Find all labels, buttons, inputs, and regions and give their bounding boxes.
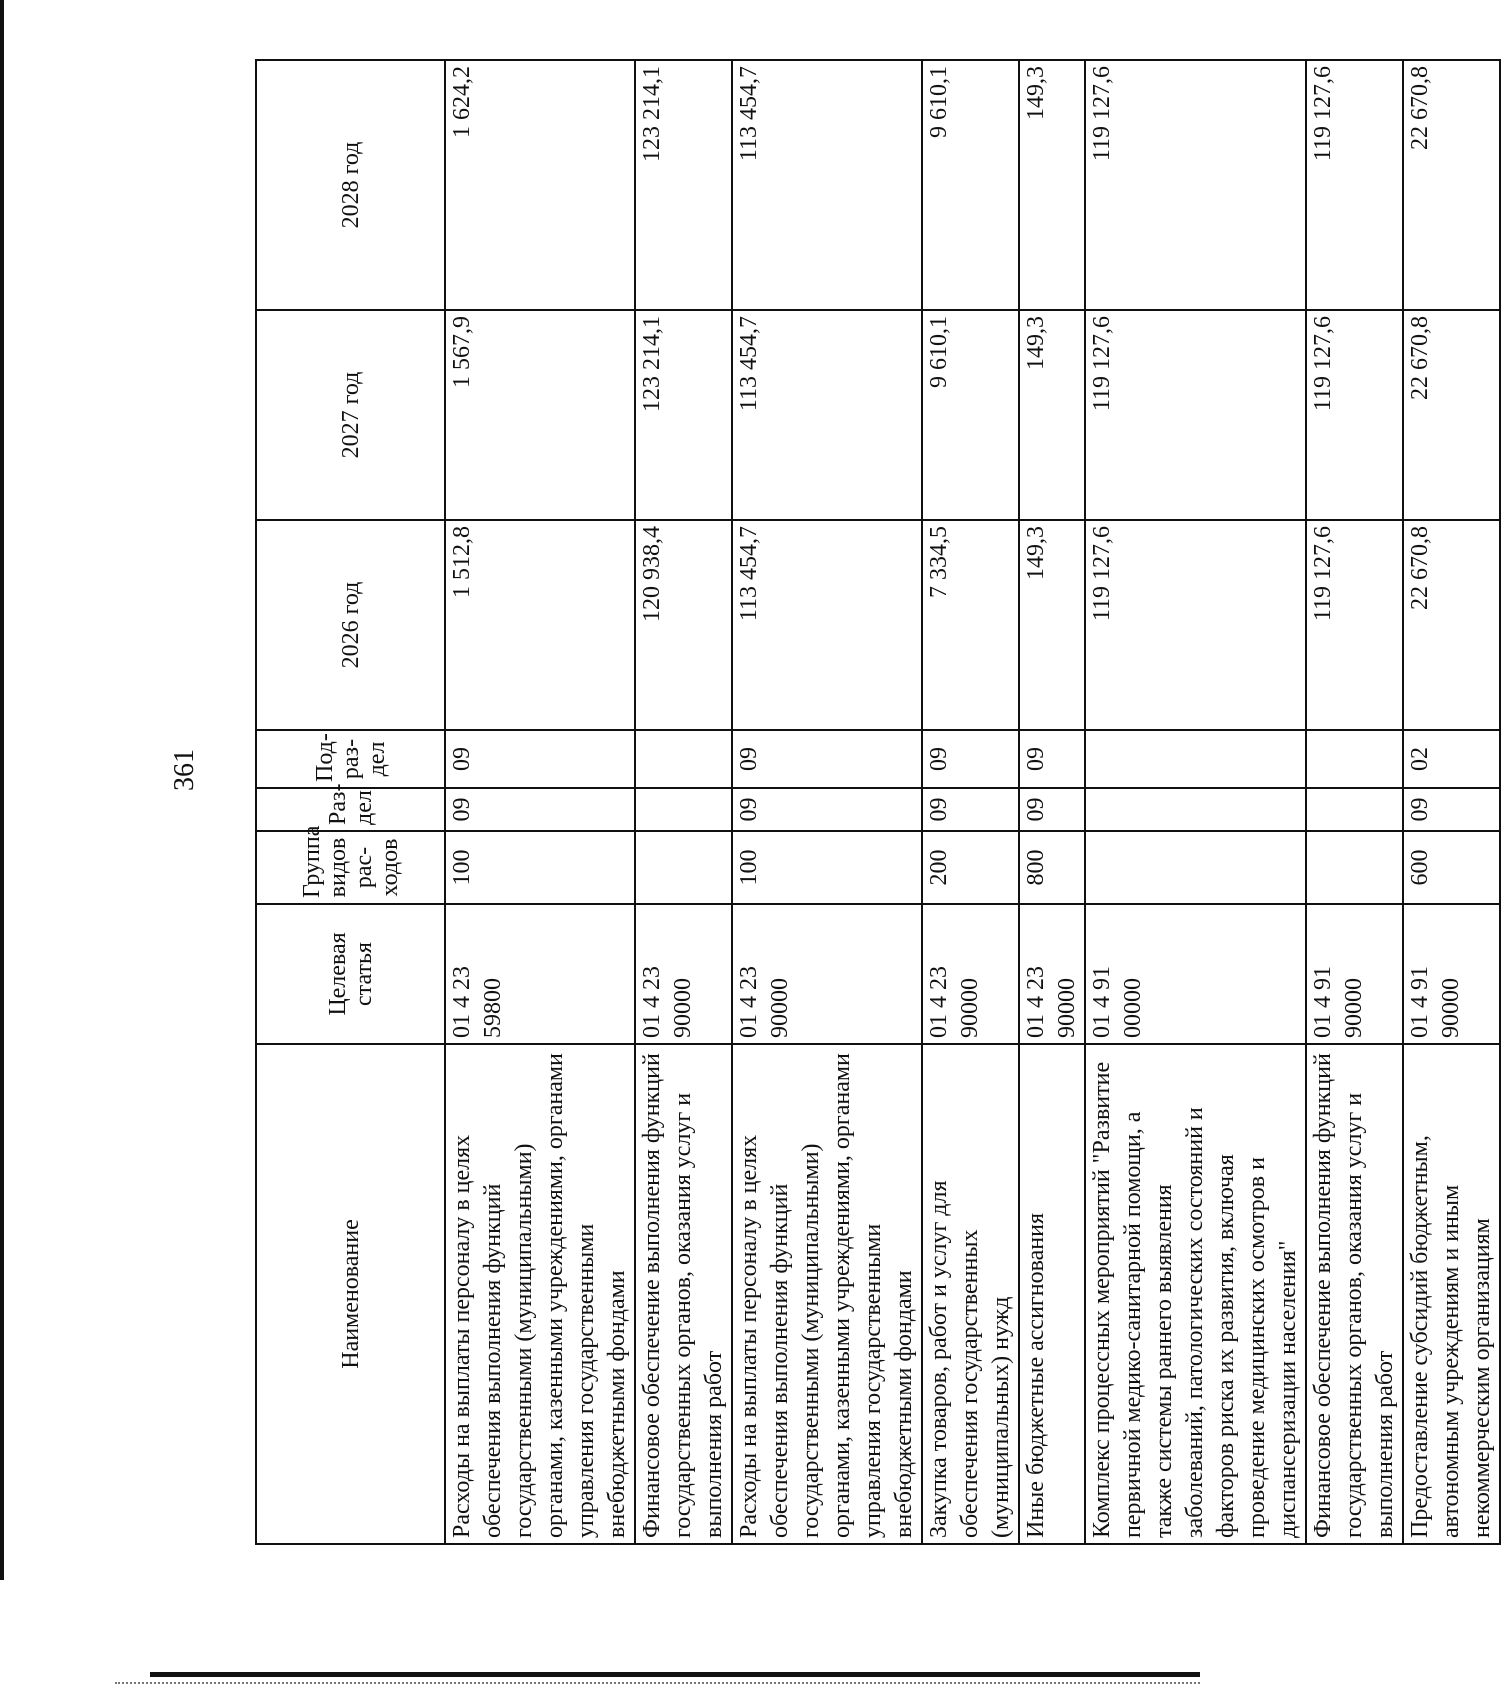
cell-2026: 113 454,7	[732, 520, 922, 730]
cell-subsection: 09	[1019, 730, 1085, 788]
header-subsection: Под-раз-дел	[256, 730, 445, 788]
cell-2027: 22 670,8	[1403, 310, 1500, 520]
cell-group: 100	[732, 831, 922, 904]
cell-subsection	[1085, 730, 1306, 788]
header-2028: 2028 год	[256, 60, 445, 310]
cell-group: 200	[922, 831, 1019, 904]
cell-subsection	[635, 730, 732, 788]
cell-2026: 119 127,6	[1085, 520, 1306, 730]
header-section: Раз-дел	[256, 788, 445, 831]
cell-section: 09	[922, 788, 1019, 831]
cell-2028: 119 127,6	[1306, 60, 1403, 310]
cell-group: 800	[1019, 831, 1085, 904]
cell-target: 01 4 23 90000	[732, 904, 922, 1044]
table-row	[922, 60, 1019, 1544]
table-row	[635, 60, 732, 1544]
cell-2028: 22 670,8	[1403, 60, 1500, 310]
cell-name: Расходы на выплаты персоналу в целях обеспечения выполнения функций государственными (муниципальными) органами, казенными учреждениями, органами управления государственными внебюджетными фондами	[445, 1044, 635, 1544]
cell-target: 01 4 23 90000	[922, 904, 1019, 1044]
cell-2027: 149,3	[1019, 310, 1085, 520]
cell-2028: 123 214,1	[635, 60, 732, 310]
cell-subsection: 09	[445, 730, 635, 788]
table-row	[1306, 60, 1403, 1544]
cell-section: 09	[445, 788, 635, 831]
scan-noise-dots	[115, 1682, 1200, 1685]
table-header-row	[256, 60, 445, 1544]
cell-name: Иные бюджетные ассигнования	[1019, 1044, 1085, 1544]
cell-group	[1085, 831, 1306, 904]
cell-2026: 119 127,6	[1306, 520, 1403, 730]
cell-2026: 149,3	[1019, 520, 1085, 730]
cell-section: 09	[1403, 788, 1500, 831]
cell-section	[1306, 788, 1403, 831]
cell-subsection: 02	[1403, 730, 1500, 788]
header-name: Наименование	[256, 1044, 445, 1544]
table-row	[732, 60, 922, 1544]
cell-section: 09	[732, 788, 922, 831]
cell-name: Предоставление субсидий бюджетным, автономным учреждениям и иным некоммерческим организациям	[1403, 1044, 1500, 1544]
rotated-page	[165, 55, 1495, 1545]
cell-target: 01 4 91 90000	[1306, 904, 1403, 1044]
cell-2027: 119 127,6	[1306, 310, 1403, 520]
cell-2028: 9 610,1	[922, 60, 1019, 310]
cell-subsection: 09	[732, 730, 922, 788]
cell-group: 600	[1403, 831, 1500, 904]
cell-target: 01 4 91 00000	[1085, 904, 1306, 1044]
cell-name: Расходы на выплаты персоналу в целях обеспечения выполнения функций государственными (муниципальными) органами, казенными учреждениями, органами управления государственными внебюджетными фондами	[732, 1044, 922, 1544]
header-2026: 2026 год	[256, 520, 445, 730]
cell-2026: 22 670,8	[1403, 520, 1500, 730]
table-row	[1019, 60, 1085, 1544]
cell-target: 01 4 23 90000	[635, 904, 732, 1044]
cell-target: 01 4 91 90000	[1403, 904, 1500, 1044]
cell-group	[1306, 831, 1403, 904]
header-group: Группа видов рас-ходов	[256, 831, 445, 904]
cell-2028: 113 454,7	[732, 60, 922, 310]
left-margin-line	[0, 0, 4, 1580]
cell-2026: 7 334,5	[922, 520, 1019, 730]
cell-2027: 119 127,6	[1085, 310, 1306, 520]
cell-target: 01 4 23 90000	[1019, 904, 1085, 1044]
cell-group: 100	[445, 831, 635, 904]
cell-subsection: 09	[922, 730, 1019, 788]
table-row	[1085, 60, 1306, 1544]
table-row	[1403, 60, 1500, 1544]
cell-section: 09	[1019, 788, 1085, 831]
cell-2028: 1 624,2	[445, 60, 635, 310]
page-number: 361	[169, 749, 200, 791]
budget-table	[255, 59, 1501, 1545]
header-target: Целевая статья	[256, 904, 445, 1044]
bottom-rule	[150, 1672, 1200, 1677]
cell-2026: 1 512,8	[445, 520, 635, 730]
cell-target: 01 4 23 59800	[445, 904, 635, 1044]
cell-name: Комплекс процессных мероприятий "Развитие первичной медико-санитарной помощи, а также системы раннего выявления заболеваний, патологических состояний и факторов риска их развития, включая проведение медицинских осмотров и диспансеризации населения"	[1085, 1044, 1306, 1544]
cell-2028: 119 127,6	[1085, 60, 1306, 310]
cell-2028: 149,3	[1019, 60, 1085, 310]
cell-2027: 113 454,7	[732, 310, 922, 520]
cell-2026: 120 938,4	[635, 520, 732, 730]
cell-subsection	[1306, 730, 1403, 788]
cell-name: Финансовое обеспечение выполнения функций государственных органов, оказания услуг и выполнения работ	[1306, 1044, 1403, 1544]
header-2027: 2027 год	[256, 310, 445, 520]
cell-section	[1085, 788, 1306, 831]
cell-2027: 1 567,9	[445, 310, 635, 520]
cell-group	[635, 831, 732, 904]
cell-section	[635, 788, 732, 831]
cell-2027: 9 610,1	[922, 310, 1019, 520]
cell-2027: 123 214,1	[635, 310, 732, 520]
table-row	[445, 60, 635, 1544]
cell-name: Финансовое обеспечение выполнения функций государственных органов, оказания услуг и выполнения работ	[635, 1044, 732, 1544]
cell-name: Закупка товаров, работ и услуг для обеспечения государственных (муниципальных) нужд	[922, 1044, 1019, 1544]
